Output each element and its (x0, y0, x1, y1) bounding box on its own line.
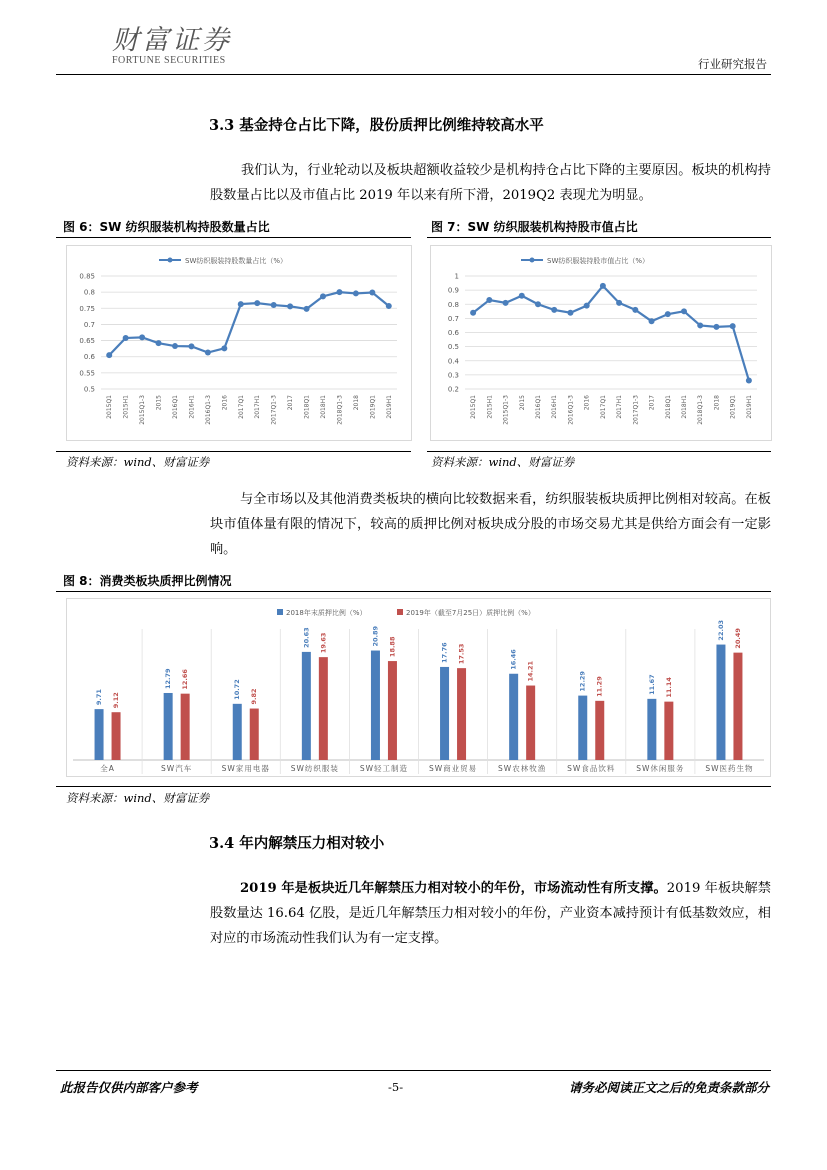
x-tick-label: 2015Q1 (470, 395, 478, 419)
y-tick-label: 0.65 (79, 337, 95, 346)
data-label: 20.49 (733, 628, 742, 649)
x-tick-label: 2018Q1-3 (697, 395, 705, 425)
data-point (567, 310, 573, 316)
x-tick-label: 2019Q1 (729, 395, 737, 419)
data-point (287, 303, 293, 309)
figure-8-title: 图 8：消费类板块质押比例情况 (63, 574, 232, 588)
y-tick-label: 0.55 (79, 369, 95, 378)
bar (302, 652, 311, 760)
data-point (238, 301, 244, 307)
bar (457, 668, 466, 760)
data-point (254, 300, 260, 306)
x-tick-label: 2016H1 (188, 395, 196, 419)
figure-7-source: 资料来源：wind、财富证券 (431, 455, 575, 469)
x-tick-label: 2018 (352, 395, 360, 411)
figure-8-source: 资料来源：wind、财富证券 (66, 791, 210, 805)
data-label: 20.89 (371, 625, 380, 647)
data-point (519, 293, 525, 299)
y-tick-label: 0.7 (447, 314, 459, 323)
bar (95, 709, 104, 760)
x-tick-label: 2019H1 (385, 395, 393, 419)
legend-marker (530, 258, 535, 263)
data-label: 17.76 (440, 642, 449, 663)
y-tick-label: 0.5 (83, 385, 95, 394)
x-tick-label: 2016H1 (551, 395, 559, 419)
bar (509, 674, 518, 760)
paragraph-1: 我们认为，行业轮动以及板块超额收益较少是机构持仓占比下降的主要原因。板块的机构持股数量占比以及市值占比 2019 年以来有所下滑，2019Q2 表现尤为明显。 (210, 163, 771, 203)
data-point (746, 378, 752, 384)
x-tick-label: 2016Q1-3 (204, 395, 212, 425)
y-tick-label: 0.4 (447, 357, 459, 366)
data-label: 12.29 (578, 671, 587, 692)
category-label: SW医药生物 (705, 764, 754, 773)
y-tick-label: 0.2 (447, 385, 459, 394)
logo-chinese: 财富证券 (112, 25, 232, 56)
data-point (172, 343, 178, 349)
data-point (336, 289, 342, 295)
bar (388, 661, 397, 760)
x-tick-label: 2015Q1-3 (502, 395, 510, 425)
bar (526, 686, 535, 760)
x-tick-label: 2018Q1-3 (336, 395, 344, 425)
data-label: 20.63 (302, 627, 311, 648)
data-label: 12.66 (181, 669, 190, 690)
y-tick-label: 0.8 (447, 300, 459, 309)
data-point (386, 303, 392, 309)
data-label: 22.03 (716, 620, 725, 641)
bar (181, 694, 190, 760)
figure-6-svg (67, 246, 411, 440)
figure-6-chart (66, 245, 412, 441)
figure-8-chart (66, 598, 771, 777)
category-label: SW商业贸易 (428, 764, 478, 773)
figure-8-rule (56, 591, 771, 592)
data-point (713, 324, 719, 330)
x-tick-label: 2015Q1 (106, 395, 114, 419)
data-label: 14.21 (526, 660, 535, 682)
figure-6-bottom-rule (56, 451, 411, 452)
paragraph-3-bold: 2019 年是板块近几年解禁压力相对较小的年份，市场流动性有所支撑。 (240, 881, 667, 896)
data-point (139, 334, 145, 340)
paragraph-3 (210, 876, 771, 951)
legend-marker (168, 258, 173, 263)
figure-7-chart (430, 245, 772, 441)
series-line (473, 286, 749, 381)
y-tick-label: 0.8 (83, 288, 95, 297)
footer-disclaimer-left: 此报告仅供内部客户参考 (60, 1080, 198, 1095)
x-tick-label: 2018Q1 (664, 395, 672, 419)
y-tick-label: 0.7 (83, 320, 95, 329)
section-title-3-3: 3.3 基金持仓占比下降，股份质押比例维持较高水平 (209, 117, 544, 134)
data-label: 9.12 (112, 692, 121, 709)
x-tick-label: 2017Q1-3 (632, 395, 640, 425)
figure-7-title: 图 7：SW 纺织服装机构持股市值占比 (431, 220, 638, 234)
bar (716, 645, 725, 760)
legend-label: SW纺织服装持股市值占比（%） (547, 257, 650, 265)
x-tick-label: 2015Q1-3 (139, 395, 147, 425)
legend-label: SW纺织服装持股数量占比（%） (185, 257, 288, 265)
category-label: SW家用电器 (221, 764, 270, 773)
section-title-3-4: 3.4 年内解禁压力相对较小 (209, 835, 385, 852)
data-point (665, 311, 671, 317)
data-point (616, 300, 622, 306)
data-label: 11.67 (647, 674, 656, 695)
bar (595, 701, 604, 760)
legend-label: 2019年（截至7月25日）质押比例（%） (406, 609, 535, 617)
data-point (320, 293, 326, 299)
category-label: SW轻工制造 (359, 764, 409, 773)
data-label: 19.63 (319, 632, 328, 654)
data-point (551, 307, 557, 313)
x-tick-label: 2017Q1 (237, 395, 245, 419)
data-point (632, 307, 638, 313)
bar (371, 651, 380, 760)
legend-label: 2018年末质押比例（%） (286, 609, 367, 617)
x-tick-label: 2017 (648, 395, 656, 411)
data-point (353, 290, 359, 296)
category-label: 全A (100, 764, 115, 773)
bar (233, 704, 242, 760)
y-tick-label: 0.85 (79, 272, 95, 281)
x-tick-label: 2019H1 (745, 395, 753, 419)
data-point (221, 345, 227, 351)
category-label: SW休闲服务 (636, 764, 685, 773)
data-point (470, 310, 476, 316)
footer-disclaimer-right: 请务必阅读正文之后的免责条款部分 (568, 1080, 769, 1095)
data-point (106, 352, 112, 358)
data-label: 16.46 (509, 649, 518, 670)
figure-6-title: 图 6：SW 纺织服装机构持股数量占比 (63, 220, 270, 234)
y-tick-label: 0.3 (447, 371, 459, 380)
x-tick-label: 2017Q1 (599, 395, 607, 419)
data-point (697, 322, 703, 328)
figure-6-source: 资料来源：wind、财富证券 (66, 455, 210, 469)
series-line (109, 292, 389, 355)
x-tick-label: 2018Q1 (303, 395, 311, 419)
bar (647, 699, 656, 760)
header-rule (56, 74, 771, 75)
data-label: 9.82 (250, 688, 259, 705)
x-tick-label: 2018H1 (681, 395, 688, 419)
y-tick-label: 0.6 (447, 329, 459, 337)
x-tick-label: 2015 (155, 395, 163, 411)
x-tick-label: 2017H1 (254, 395, 262, 419)
data-label: 9.71 (95, 689, 104, 706)
x-tick-label: 2015H1 (122, 395, 130, 419)
y-tick-label: 0.5 (447, 343, 459, 352)
x-tick-label: 2018 (713, 395, 721, 411)
data-point (271, 302, 277, 308)
page-number: -5- (388, 1080, 404, 1094)
category-label: SW农林牧渔 (498, 764, 547, 773)
data-label: 12.79 (164, 668, 173, 689)
data-label: 10.72 (233, 679, 242, 700)
x-tick-label: 2016 (221, 395, 229, 411)
report-type-label: 行业研究报告 (698, 57, 767, 71)
figure-6-rule (56, 237, 411, 238)
bar (664, 702, 673, 760)
paragraph-2: 与全市场以及其他消费类板块的横向比较数据来看，纺织服装板块质押比例相对较高。在板块市值体量有限的情况下，较高的质押比例对板块成分股的市场交易尤其是供给方面会有一定影响。 (210, 492, 771, 557)
paragraph-3-rest: 2019 年板块解禁股数量达 16.64 亿股，是近几年解禁压力相对较小的年份，产业资本减持预计有低基数效应，相对应的市场流动性我们认为有一定支撑。 (210, 881, 771, 946)
figure-7-rule (427, 237, 771, 238)
y-tick-label: 0.75 (79, 304, 95, 313)
legend-swatch (277, 609, 283, 615)
data-label: 11.29 (595, 676, 604, 697)
figure-8-svg (67, 599, 770, 776)
logo-english: FORTUNE SECURITIES (112, 55, 226, 66)
y-tick-label: 1 (454, 272, 459, 281)
bar (733, 653, 742, 760)
figure-7-svg (431, 246, 771, 440)
data-point (535, 301, 541, 307)
x-tick-label: 2017Q1-3 (270, 395, 278, 425)
bar (164, 693, 173, 760)
data-point (304, 306, 310, 312)
bar (440, 667, 449, 760)
category-label: SW汽车 (161, 764, 193, 773)
figure-7-bottom-rule (427, 451, 771, 452)
x-tick-label: 2016Q1 (535, 395, 542, 419)
x-tick-label: 2017 (287, 395, 295, 411)
data-point (584, 303, 590, 309)
legend-swatch (397, 609, 403, 615)
data-point (649, 318, 655, 324)
data-point (681, 308, 687, 314)
bar (112, 712, 121, 760)
x-tick-label: 2019Q1 (369, 395, 377, 419)
data-point (730, 323, 736, 329)
x-tick-label: 2016Q1 (172, 395, 179, 419)
category-label: SW纺织服装 (290, 764, 339, 773)
data-point (156, 340, 162, 346)
bar (578, 696, 587, 760)
data-point (486, 297, 492, 303)
x-tick-label: 2015H1 (486, 395, 494, 419)
x-tick-label: 2018H1 (320, 395, 327, 419)
x-tick-label: 2016Q1-3 (567, 395, 575, 425)
data-point (369, 289, 375, 295)
bar (319, 657, 328, 760)
bar (250, 709, 259, 760)
x-tick-label: 2016 (583, 395, 591, 411)
category-label: SW食品饮料 (567, 764, 616, 773)
x-tick-label: 2015 (518, 395, 526, 411)
data-label: 11.14 (664, 677, 673, 698)
figure-8-bottom-rule (56, 786, 771, 787)
data-point (123, 335, 129, 341)
data-point (600, 283, 606, 289)
y-tick-label: 0.9 (447, 286, 459, 295)
x-tick-label: 2017H1 (616, 395, 624, 419)
footer-rule (56, 1070, 771, 1071)
data-label: 18.88 (388, 636, 397, 658)
data-point (188, 343, 194, 349)
data-label: 17.53 (457, 643, 466, 665)
data-point (205, 350, 211, 356)
data-point (503, 300, 509, 306)
y-tick-label: 0.6 (83, 353, 95, 362)
